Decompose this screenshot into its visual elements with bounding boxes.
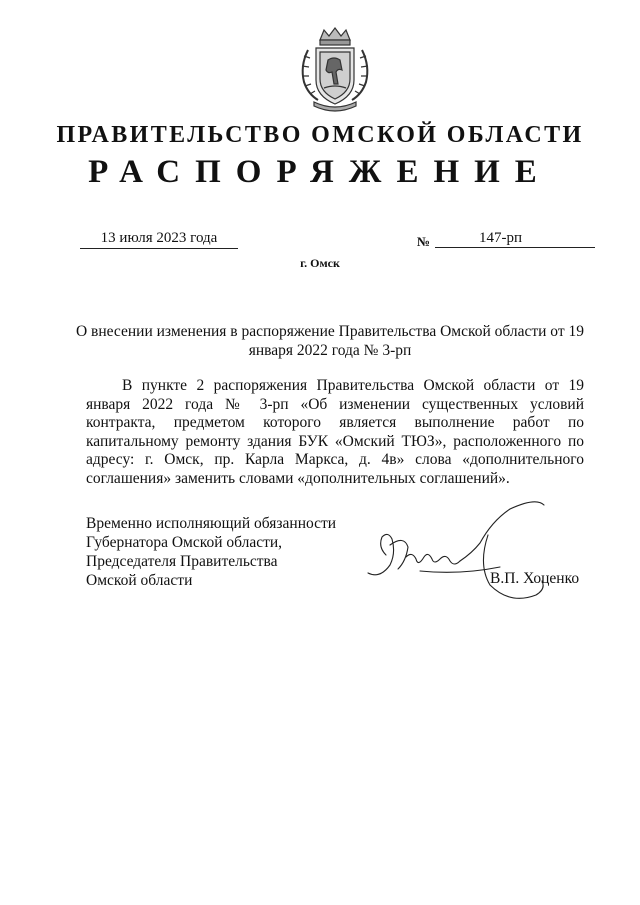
document-body: В пункте 2 распоряжения Правительства Омской области от 19 января 2022 года № 3-рп «Об изменении существенных условий контракта, предметом которого является выполнение работ по капитальному ремонту здания БУК «Омский ТЮЗ», расположенного по адресу: г. Омск, пр. Карла Маркса, д. 4в» слова «дополнительного соглашения» заменить словами «дополнительных соглашений». bbox=[86, 377, 584, 487]
coat-of-arms-icon bbox=[298, 26, 372, 112]
organization-title: ПРАВИТЕЛЬСТВО ОМСКОЙ ОБЛАСТИ bbox=[56, 122, 584, 148]
document-type-title: РАСПОРЯЖЕНИЕ bbox=[88, 154, 552, 190]
signer-position-line: Губернатора Омской области, bbox=[86, 534, 283, 551]
signer-position-line: Председателя Правительства bbox=[86, 553, 278, 570]
city: г. Омск bbox=[300, 256, 340, 270]
document-number: 147-рп bbox=[435, 230, 595, 248]
signer-name: В.П. Хоценко bbox=[490, 570, 580, 587]
number-label: № bbox=[417, 234, 431, 249]
document-date: 13 июля 2023 года bbox=[80, 230, 238, 249]
document-subject: О внесении изменения в распоряжение Правительства Омской области от 19 января 2022 года № 3-рп bbox=[75, 323, 584, 359]
signer-position bbox=[86, 514, 336, 590]
signer-position-line: Омской области bbox=[86, 572, 193, 589]
signer-position-line: Временно исполняющий обязанности bbox=[86, 515, 337, 532]
handwritten-signature-icon bbox=[360, 495, 550, 610]
